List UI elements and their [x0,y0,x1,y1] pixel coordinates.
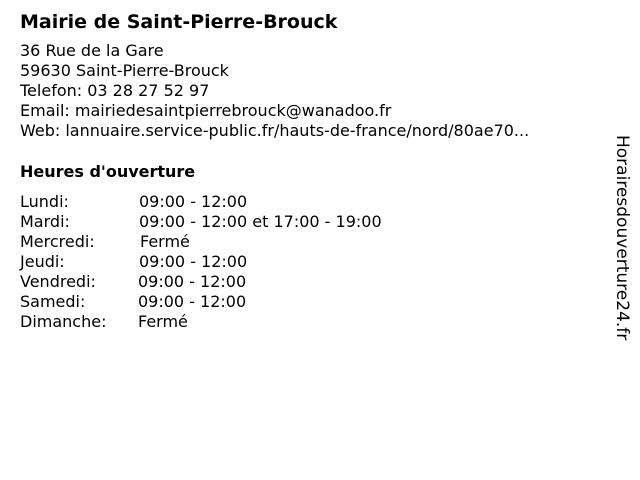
email-line: Email: mairiedesaintpierrebrouck@wanadoo.fr [20,101,392,120]
hours-row-lundi [20,192,600,212]
site-brand-vertical: Horairesdouverture24.fr [612,135,632,341]
hours-row-vendredi [20,272,600,292]
day-hours: 09:00 - 12:00 [138,272,247,291]
day-label: Samedi: [20,292,86,311]
hours-row-mardi [20,212,600,232]
address-block [20,41,600,141]
day-hours: Fermé [140,232,190,251]
day-hours: 09:00 - 12:00 [139,252,248,271]
street-address: 36 Rue de la Gare [20,41,164,60]
web-line: Web: lannuaire.service-public.fr/hauts-de-france/nord/80ae70... [20,121,530,140]
day-hours: 09:00 - 12:00 [139,192,248,211]
city-postal: 59630 Saint-Pierre-Brouck [20,61,229,80]
hours-row-samedi [20,292,600,312]
day-label: Lundi: [20,192,69,211]
hours-row-dimanche [20,312,600,332]
phone-line: Telefon: 03 28 27 52 97 [20,81,210,100]
day-hours: 09:00 - 12:00 et 17:00 - 19:00 [139,212,382,231]
business-card [20,9,600,332]
day-label: Jeudi: [20,252,65,271]
business-title: Mairie de Saint-Pierre-Brouck [20,11,338,33]
day-hours: 09:00 - 12:00 [138,292,247,311]
hours-heading: Heures d'ouverture [20,162,196,181]
hours-table [20,192,600,332]
hours-row-mercredi [20,232,600,252]
day-label: Mercredi: [20,232,95,251]
day-label: Vendredi: [20,272,96,291]
day-label: Mardi: [20,212,70,231]
day-label: Dimanche: [20,312,107,331]
hours-row-jeudi [20,252,600,272]
day-hours: Fermé [138,312,188,331]
